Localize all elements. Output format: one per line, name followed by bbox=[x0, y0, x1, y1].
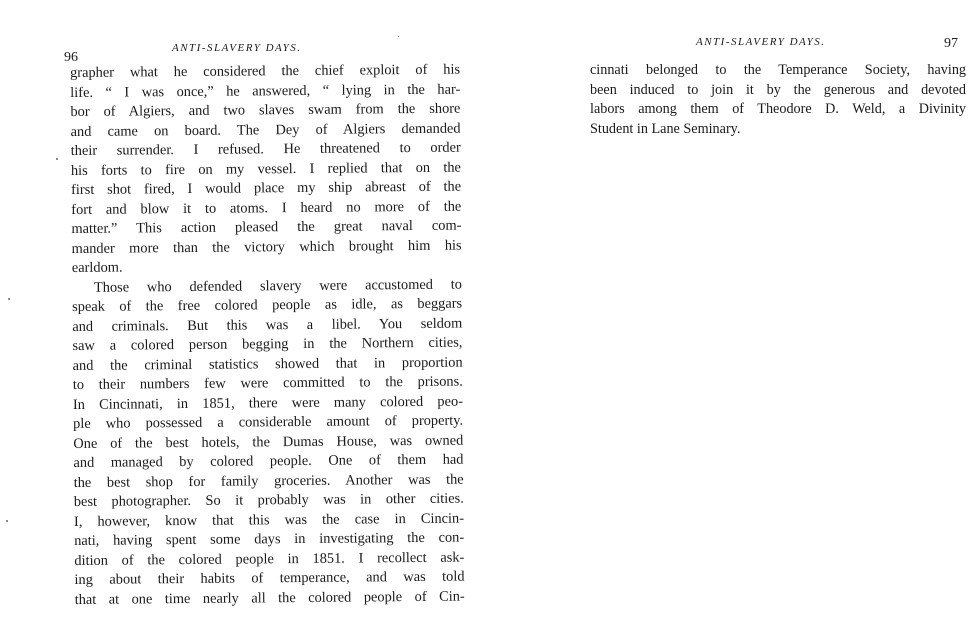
text-line: Student in Lane Seminary. bbox=[590, 120, 741, 137]
text-line: I, however, know that this was the case in Cincin- bbox=[73, 510, 465, 530]
text-line: Those who defended slavery were accustomed to bbox=[93, 276, 463, 296]
text-line: and came on board. The Dey of Algiers demanded bbox=[70, 120, 461, 140]
text-line: dition of the colored people in 1851. I recollect ask- bbox=[74, 549, 465, 569]
text-line: bor of Algiers, and two slaves swam from the shore bbox=[70, 100, 461, 120]
text-line: earldom. bbox=[71, 259, 123, 276]
text-line: cinnati belonged to the Temperance Society, having bbox=[590, 62, 966, 78]
text-line: saw a colored person begging in the Northern cities, bbox=[72, 334, 463, 354]
text-line: grapher what he considered the chief exploit of his bbox=[70, 61, 461, 81]
text-line: speak of the free colored people as idle, as beggars bbox=[72, 295, 463, 315]
text-line: the best shop for family groceries. Another was the bbox=[73, 471, 464, 491]
page-number-left: 96 bbox=[64, 50, 78, 65]
text-line: labors among them of Theodore D. Weld, a Divinity bbox=[590, 101, 966, 117]
text-line: that at one time nearly all the colored people of Cin- bbox=[74, 588, 465, 608]
running-head-left: ANTI-SLAVERY DAYS. bbox=[172, 42, 302, 54]
text-line: best photographer. So it probably was in other cities. bbox=[73, 490, 464, 510]
text-line: matter.” This action pleased the great naval com- bbox=[71, 217, 462, 237]
text-line: his forts to fire on my vessel. I replied that on the bbox=[70, 159, 461, 179]
page-number-right: 97 bbox=[944, 36, 958, 51]
text-line: nati, having spent some days in investigating the con- bbox=[74, 529, 465, 549]
body-text-left bbox=[70, 61, 465, 610]
text-line: first shot fired, I would place my ship abreast of the bbox=[71, 178, 462, 198]
text-line: and the criminal statistics showed that in proportion bbox=[72, 354, 463, 374]
scan-speck bbox=[56, 158, 58, 160]
text-line: and criminals. But this was a libel. You seldom bbox=[72, 315, 463, 335]
text-line: One of the best hotels, the Dumas House, was owned bbox=[73, 432, 464, 452]
text-line: been induced to join it by the generous and devoted bbox=[590, 81, 966, 98]
right-page bbox=[490, 0, 980, 631]
text-line: mander more than the victory which brought him his bbox=[71, 237, 462, 257]
text-line: and managed by colored people. One of them had bbox=[73, 451, 464, 471]
text-line: to their numbers few were committed to the prisons. bbox=[72, 373, 463, 393]
text-line: fort and blow it to atoms. I heard no more of the bbox=[71, 198, 462, 218]
scan-speck bbox=[8, 298, 10, 300]
text-line: ple who possessed a considerable amount of property. bbox=[73, 412, 464, 432]
body-text-right bbox=[590, 61, 966, 139]
scan-speck bbox=[6, 520, 8, 522]
scan-speck bbox=[398, 36, 399, 37]
text-line: ing about their habits of temperance, and was told bbox=[74, 568, 465, 588]
text-line: their surrender. I refused. He threatened to order bbox=[70, 139, 461, 159]
text-line: In Cincinnati, in 1851, there were many colored peo- bbox=[72, 393, 464, 413]
running-head-right: ANTI-SLAVERY DAYS. bbox=[696, 36, 826, 48]
text-line: life. “ I was once,” he answered, “ lying in the har- bbox=[70, 81, 461, 101]
